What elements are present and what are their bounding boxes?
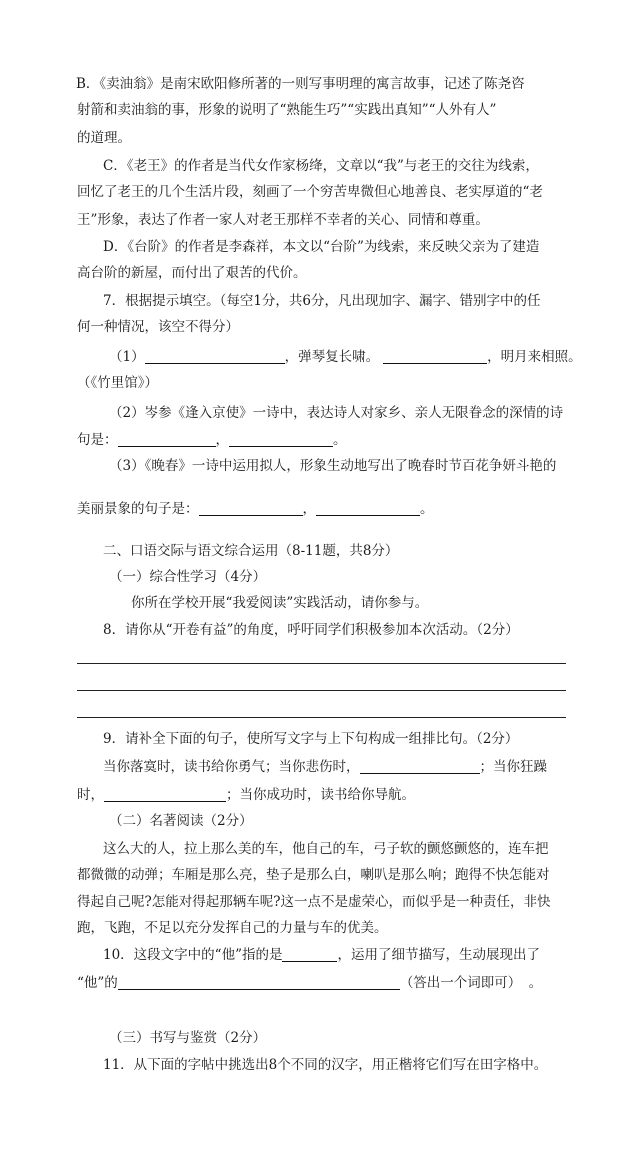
q8-answer-line-3[interactable]	[77, 717, 566, 718]
q6-option-c-line3: 王”形象，表达了作者一家人对老王那样不幸者的关心、同情和尊重。	[77, 212, 489, 228]
q6-option-c-line1: C．《老王》的作者是当代女作家杨绛，文章以“我”与老王的交往为线索，	[103, 158, 539, 174]
q7-stem-line1: 7．根据提示填空。（每空1分，共6分，凡出现加字、漏字、错别字中的任	[103, 293, 541, 309]
q10-text3: “他”的	[77, 975, 118, 991]
part2-title: 二、口语交际与语文综合运用（8-11题，共8分）	[103, 543, 399, 559]
q9-blank-1[interactable]	[360, 759, 480, 774]
q8-answer-line-2[interactable]	[77, 690, 566, 691]
q6-option-d-line2: 高台阶的新屋，而付出了艰苦的代价。	[77, 265, 307, 281]
q6-option-c-line2: 回忆了老王的几个生活片段，刻画了一个穷苦卑微但心地善良、老实厚道的“老	[77, 184, 543, 200]
q8-stem: 8．请你从“开卷有益”的角度，呼吁同学们积极参加本次活动。（2分）	[103, 622, 519, 638]
q7-item1-label: （1）	[109, 349, 145, 365]
q11-stem: 11．从下面的字帖中挑选出8个不同的汉字，用正楷将它们写在田字格中。	[103, 1057, 548, 1073]
passage-line1: 这么大的人，拉上那么美的车，他自己的车，弓子软的颤悠颤悠的，连车把	[103, 841, 549, 857]
q6-option-b-line3: 的道理。	[77, 130, 131, 146]
section1-title: （一）综合性学习（4分）	[109, 569, 267, 585]
q10-blank-1[interactable]	[282, 947, 337, 962]
q7-item3-comma: ，	[302, 501, 316, 517]
q10-blank-2[interactable]	[118, 975, 400, 990]
q10-end: 。	[528, 975, 543, 991]
q9-line1-end: ；当你狂躁	[479, 759, 547, 775]
section3-title: （三）书写与鉴赏（2分）	[109, 1030, 267, 1046]
q10-hint: （答出一个词即可）	[399, 975, 515, 991]
q7-item1-text2: ，明月来相照。	[487, 349, 582, 365]
q7-item3-answer	[77, 500, 434, 518]
q7-blank-3[interactable]	[118, 432, 216, 447]
passage-line3: 得起自己呢?怎能对得起那辆车呢?这一点不是虚荣心，而似乎是一种责任，非快	[77, 894, 551, 910]
passage-line4: 跑，飞跑，不足以充分发挥自己的力量与车的优美。	[77, 920, 388, 936]
q6-option-b-line1: B．《卖油翁》是南宋欧阳修所著的一则写事明理的寓言故事，记述了陈尧咨	[76, 76, 525, 92]
q7-blank-1[interactable]	[145, 349, 285, 364]
q9-line2	[77, 786, 415, 804]
q7-item3-prefix: 美丽景象的句子是：	[77, 501, 199, 517]
q7-blank-4[interactable]	[229, 432, 333, 447]
q7-item1	[109, 348, 582, 366]
q7-item1-source: （《竹里馆》）	[77, 375, 158, 391]
q7-item2-end: 。	[333, 432, 347, 448]
q9-blank-2[interactable]	[104, 787, 226, 802]
q9-line2-text: 时，	[77, 787, 104, 803]
q9-line2-end: ；当你成功时，读书给你导航。	[226, 787, 415, 803]
q7-item2-prefix: 句是：	[77, 432, 118, 448]
q7-blank-5[interactable]	[199, 501, 303, 516]
q7-blank-6[interactable]	[316, 501, 420, 516]
q7-item3: （3）《晚春》一诗中运用拟人，形象生动地写出了晚春时节百花争妍斗艳的	[109, 458, 557, 474]
q7-item2-answer	[77, 431, 347, 449]
q7-item2: （2）岑参《逢入京使》一诗中，表达诗人对家乡、亲人无限眷念的深情的诗	[109, 405, 564, 421]
q8-answer-line-1[interactable]	[77, 663, 566, 664]
q7-item1-text1: ，弹琴复长啸。	[284, 349, 380, 365]
q7-item3-end: 。	[420, 501, 434, 517]
q7-item2-comma: ，	[215, 432, 229, 448]
q10-text1: 10．这段文字中的“他”指的是	[103, 947, 283, 963]
q7-stem-line2: 何一种情况，该空不得分）	[77, 319, 239, 335]
section2-title: （二）名著阅读（2分）	[109, 813, 253, 829]
q9-line1	[103, 758, 547, 776]
q6-option-d-line1: D．《台阶》的作者是李森祥，本文以“台阶”为线索，来反映父亲为了建造	[103, 239, 540, 255]
q6-option-b-line2: 射箭和卖油翁的事，形象的说明了“熟能生巧”“实践出真知”“人外有人”	[77, 102, 497, 118]
q10-text2: ，运用了细节描写，生动展现出了	[337, 947, 540, 963]
q9-line1-text: 当你落寞时，读书给你勇气；当你悲伤时，	[103, 759, 360, 775]
q7-blank-2[interactable]	[383, 349, 487, 364]
q10-line1	[103, 946, 540, 964]
q9-stem: 9．请补全下面的句子，使所写文字与上下句构成一组排比句。（2分）	[103, 731, 519, 747]
q10-line2	[77, 974, 542, 992]
passage-line2: 都微微的动弹；车厢是那么亮，垫子是那么白，喇叭是那么响；跑得不快怎能对	[77, 867, 550, 883]
section1-intro: 你所在学校开展“我爱阅读”实践活动，请你参与。	[131, 595, 429, 611]
